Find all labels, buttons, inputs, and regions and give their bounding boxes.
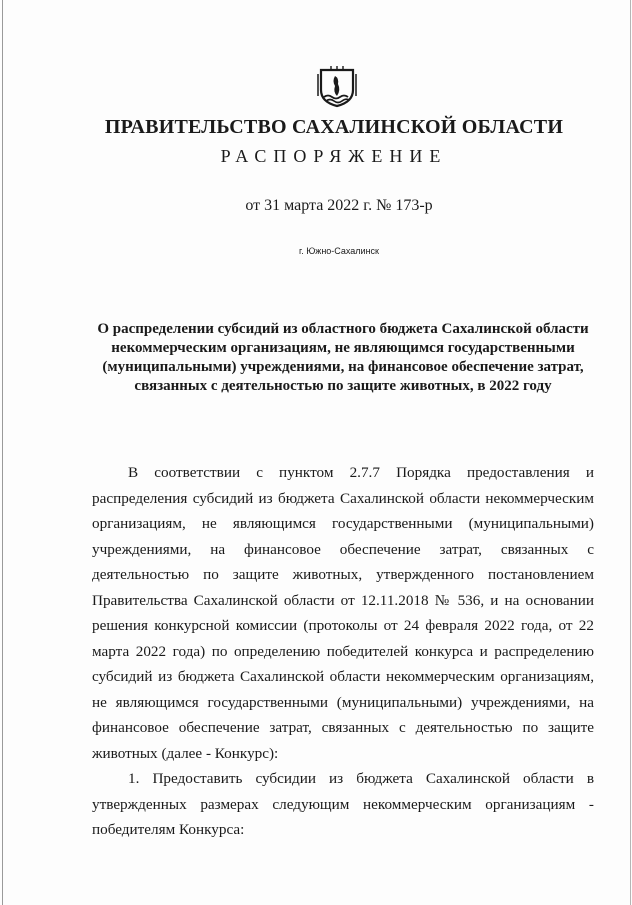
body-paragraph-1: В соответствии с пунктом 2.7.7 Порядка предоставления и распределения субсидий из бюджета Сахалинской области некоммерческим организациям, не являющимся государственными (муниципальными) учреждениями, на финансовое обеспечение затрат, связанных с деятельностью по защите животных, утвержденного постановлением Правительства Сахалинской области от 12.11.2018 № 536, и на основании решения конкурсной комиссии (протоколы от 24 февраля 2022 года, от 22 марта 2022 года) по определению победителей конкурса и распределению субсидий из бюджета Сахалинской области некоммерческим организациям, не являющимся государственными (муниципальными) учреждениями, на финансовое обеспечение затрат, связанных с деятельностью по защите животных (далее - Конкурс): xyxy=(92,464,594,762)
document-body xyxy=(92,460,594,843)
document-place: г. Южно-Сахалинск xyxy=(299,246,379,256)
coat-of-arms-icon xyxy=(317,66,357,108)
document-date-number: от 31 марта 2022 г. № 173-р xyxy=(245,197,433,214)
government-title: ПРАВИТЕЛЬСТВО САХАЛИНСКОЙ ОБЛАСТИ xyxy=(104,116,564,138)
document-type: РАСПОРЯЖЕНИЕ xyxy=(220,146,448,166)
body-paragraph-2: 1. Предоставить субсидии из бюджета Сахалинской области в утвержденных размерах следующим некоммерческим организациям - победителям Конкурса: xyxy=(92,770,594,838)
document-subject: О распределении субсидий из областного бюджета Сахалинской области некоммерческим организациям, не являющимся государственными (муниципальными) учреждениями, на финансовое обеспечение затрат, связанных с деятельностью по защите животных, в 2022 году xyxy=(97,321,589,394)
